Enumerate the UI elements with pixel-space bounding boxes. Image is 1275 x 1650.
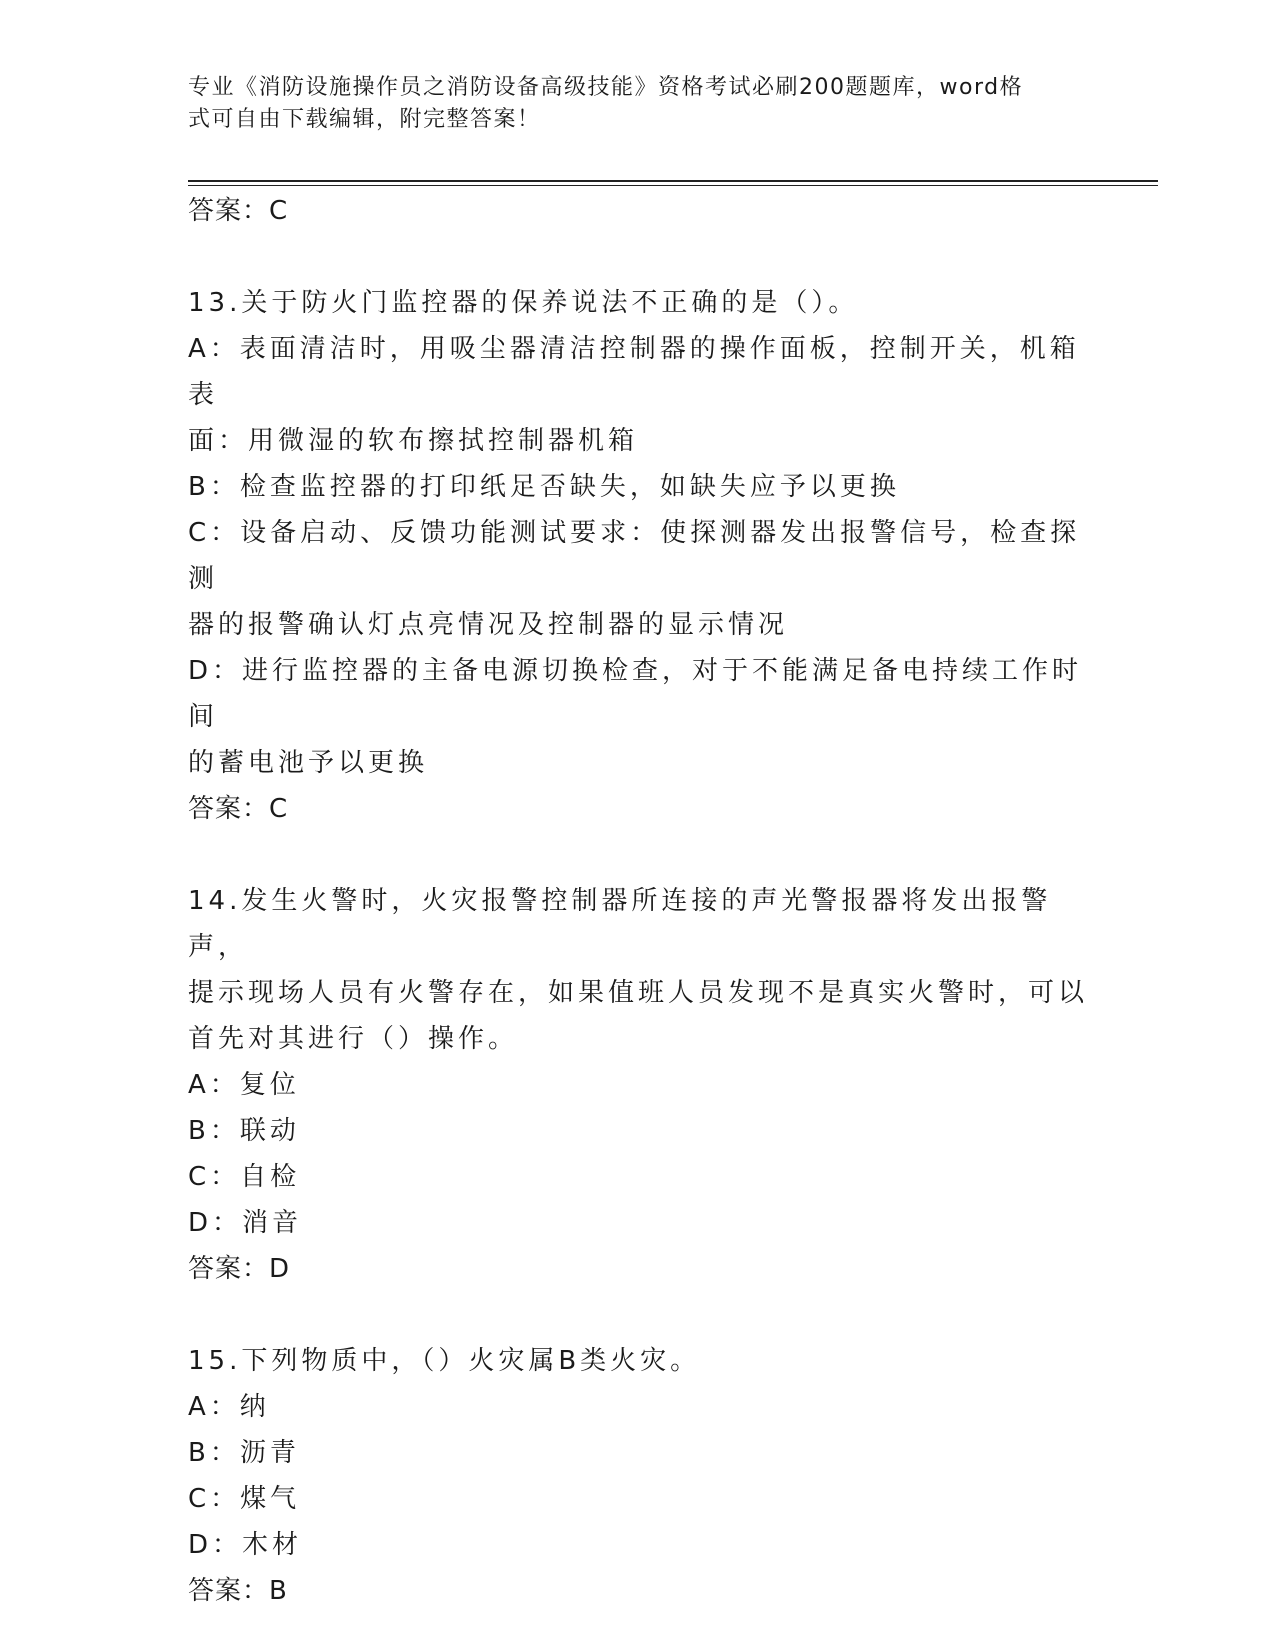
question-15 bbox=[188, 1338, 1088, 1614]
option-a: A：复位 bbox=[188, 1070, 300, 1100]
previous-answer: 答案：C bbox=[188, 196, 289, 226]
header-rule-thick bbox=[188, 180, 1158, 182]
header-line-1: 专业《消防设施操作员之消防设备高级技能》资格考试必刷200题题库，word格 bbox=[188, 75, 1024, 100]
answer: 答案：B bbox=[188, 1576, 288, 1606]
option-c: C：自检 bbox=[188, 1162, 301, 1192]
option-a-cont: 面：用微湿的软布擦拭控制器机箱 bbox=[188, 426, 639, 456]
option-b: B：联动 bbox=[188, 1116, 300, 1146]
option-d: D：木材 bbox=[188, 1530, 303, 1560]
document-header bbox=[188, 72, 1068, 136]
question-stem: 14.发生火警时，火灾报警控制器所连接的声光警报器将发出报警声， bbox=[188, 886, 1052, 962]
option-a: A：纳 bbox=[188, 1392, 270, 1422]
header-rule-thin bbox=[188, 185, 1158, 186]
option-c: C：设备启动、反馈功能测试要求：使探测器发出报警信号，检查探测 bbox=[188, 518, 1081, 594]
answer: 答案：C bbox=[188, 794, 289, 824]
option-b: B：检查监控器的打印纸足否缺失，如缺失应予以更换 bbox=[188, 472, 900, 502]
header-line-2: 式可自由下载编辑，附完整答案！ bbox=[188, 107, 541, 132]
question-stem-cont: 提示现场人员有火警存在，如果值班人员发现不是真实火警时，可以 bbox=[188, 978, 1089, 1008]
question-stem-cont: 首先对其进行（）操作。 bbox=[188, 1024, 519, 1054]
document-body bbox=[188, 188, 1088, 1614]
option-b: B：沥青 bbox=[188, 1438, 300, 1468]
option-d-cont: 的蓄电池予以更换 bbox=[188, 748, 429, 778]
answer: 答案：D bbox=[188, 1254, 291, 1284]
option-a: A：表面清洁时，用吸尘器清洁控制器的操作面板，控制开关，机箱表 bbox=[188, 334, 1080, 410]
option-d: D：消音 bbox=[188, 1208, 303, 1238]
option-c: C：煤气 bbox=[188, 1484, 301, 1514]
option-d: D：进行监控器的主备电源切换检查，对于不能满足备电持续工作时间 bbox=[188, 656, 1083, 732]
question-stem: 15.下列物质中，（）火灾属B类火灾。 bbox=[188, 1346, 701, 1376]
question-14 bbox=[188, 878, 1088, 1292]
question-stem: 13.关于防火门监控器的保养说法不正确的是（）。 bbox=[188, 288, 859, 318]
option-c-cont: 器的报警确认灯点亮情况及控制器的显示情况 bbox=[188, 610, 789, 640]
question-13 bbox=[188, 280, 1088, 832]
